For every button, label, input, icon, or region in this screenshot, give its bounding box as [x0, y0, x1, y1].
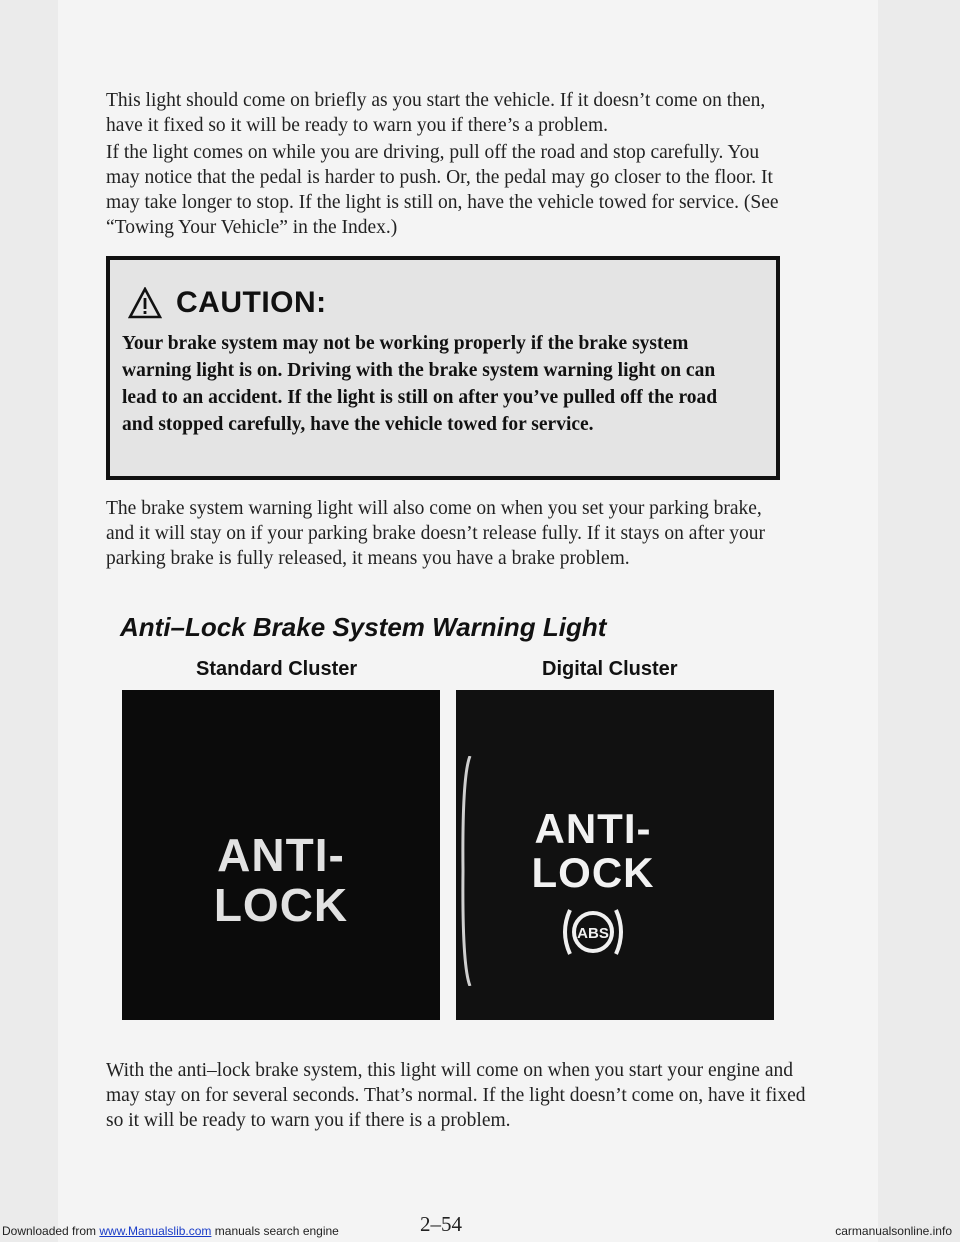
standard-lamp-line1: ANTI-	[217, 829, 345, 881]
paragraph-light-while-driving: If the light comes on while you are driving, pull off the road and stop carefully. You may notice that the pedal is harder to push. Or, the pedal may go closer to the floor. It may take longer to stop. If the light is still on, have the vehicle towed for service. (See “Towing Your Vehicle” in the Index.)	[106, 142, 779, 238]
cluster-bezel-edge	[460, 756, 474, 986]
paragraph-anti-lock: With the anti–lock brake system, this light will come on when you start your engine and may stay on for several seconds. That’s normal. If the light doesn’t come on, have it fixed so it will be ready to warn you if there is a problem.	[106, 1060, 806, 1131]
caution-box	[106, 256, 780, 480]
abs-symbol-icon	[558, 902, 628, 962]
paragraph-parking-brake: The brake system warning light will also come on when you set your parking brake, and it will stay on if your parking brake doesn’t release fully. If it stays on after your parking brake is fully released, it means you have a brake problem.	[106, 498, 766, 569]
watermark-site: carmanualsonline.info	[835, 1224, 952, 1238]
footer-suffix: manuals search engine	[211, 1224, 339, 1238]
caution-text: Your brake system may not be working properly if the brake system warning light is on. Driving with the brake system warning light on can lead to an accident. If the light is still on after you’ve pulled off the road and stopped carefully, have the vehicle towed for service.	[122, 333, 718, 435]
digital-cluster-label: Digital Cluster	[542, 658, 678, 680]
standard-cluster-label: Standard Cluster	[196, 658, 358, 680]
abs-badge-text: ABS	[577, 925, 609, 942]
page-number: 2–54	[420, 1212, 462, 1236]
standard-lamp-line2: LOCK	[213, 879, 349, 931]
warning-triangle-icon	[128, 287, 162, 319]
download-footer	[2, 1224, 339, 1238]
paragraph-light-on-start: This light should come on briefly as you start the vehicle. If it doesn’t come on then, have it fixed so it will be ready to warn you if there’s a problem.	[106, 90, 766, 136]
section-heading: Anti–Lock Brake System Warning Light	[120, 612, 607, 642]
caution-header	[128, 286, 327, 320]
caution-title: CAUTION:	[176, 286, 327, 319]
footer-prefix: Downloaded from	[2, 1224, 100, 1238]
digital-lamp-line2: LOCK	[531, 849, 655, 896]
digital-cluster-photo	[456, 690, 774, 1020]
standard-cluster-photo	[122, 690, 440, 1020]
manualslib-link[interactable]: www.Manualslib.com	[99, 1224, 212, 1238]
digital-lamp-line1: ANTI-	[534, 805, 652, 852]
